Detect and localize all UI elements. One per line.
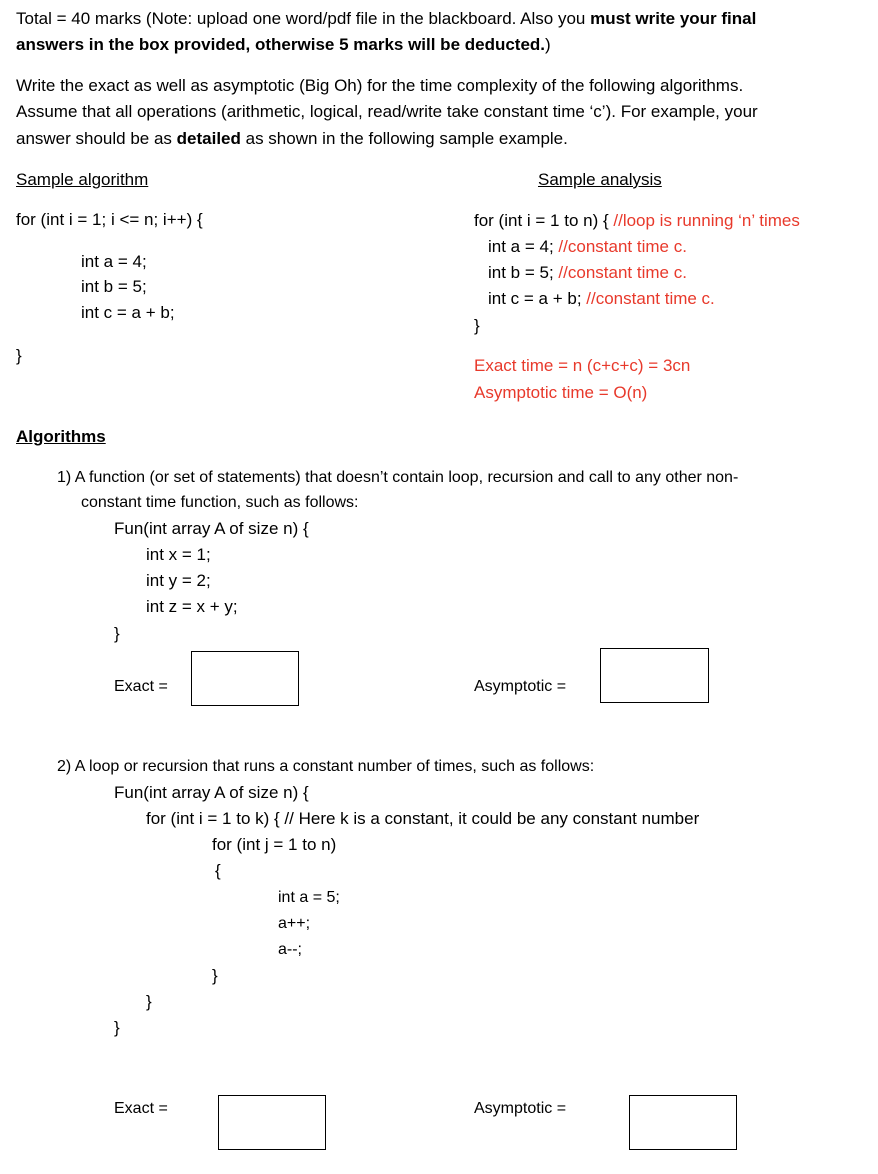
analysis-comment: //constant time c.	[558, 263, 687, 282]
analysis-line	[488, 286, 715, 312]
q1-code-line: int z = x + y;	[146, 597, 238, 616]
analysis-comment: //constant time c.	[586, 289, 715, 308]
analysis-code: int a = 4;	[488, 237, 559, 256]
q2-exact-answer-box[interactable]	[218, 1095, 326, 1150]
q1-exact-answer-box[interactable]	[191, 651, 299, 706]
analysis-code: int c = a + b;	[488, 289, 587, 308]
q2-code-line: a++;	[278, 915, 311, 932]
analysis-comment: //constant time c.	[558, 237, 687, 256]
q1-asymptotic-label: Asymptotic =	[474, 678, 567, 695]
analysis-line	[488, 234, 687, 260]
algorithms-heading: Algorithms	[16, 427, 106, 446]
sample-code-line: for (int i = 1; i <= n; i++) {	[16, 210, 203, 229]
analysis-comment: //loop is running ‘n’ times	[613, 211, 800, 230]
intro-text-end: as shown in the following sample example.	[240, 129, 568, 148]
q2-code-line: }	[212, 966, 218, 985]
analysis-line: }	[474, 316, 480, 335]
header-bold-text-2: answers in the box provided, otherwise 5 marks will be deducted.	[16, 35, 546, 54]
header-bold-text: must write your final	[590, 9, 757, 28]
q2-code-line: }	[114, 1018, 120, 1037]
q2-code-line: Fun(int array A of size n) {	[114, 783, 309, 802]
q2-code-line: {	[215, 861, 221, 880]
analysis-line	[488, 260, 687, 286]
q1-code-line: int x = 1;	[146, 545, 211, 564]
q2-asymptotic-label: Asymptotic =	[474, 1100, 567, 1117]
header-line-1	[16, 6, 756, 32]
sample-analysis-heading: Sample analysis	[538, 170, 662, 189]
q2-code-line: a--;	[278, 941, 302, 958]
q1-line-2: constant time function, such as follows:	[81, 494, 359, 511]
intro-line-2: Assume that all operations (arithmetic, logical, read/write take constant time ‘c’). For example, your	[16, 102, 758, 121]
sample-code-line: int c = a + b;	[81, 303, 175, 322]
q2-code-line: for (int j = 1 to n)	[212, 835, 337, 854]
analysis-exact-time: Exact time = n (c+c+c) = 3cn	[474, 356, 691, 375]
sample-code-line: }	[16, 346, 22, 365]
q1-exact-label: Exact =	[114, 678, 168, 695]
q1-asymptotic-answer-box[interactable]	[600, 648, 709, 703]
sample-code-line: int b = 5;	[81, 277, 147, 296]
q2-code-line: }	[146, 992, 152, 1011]
q2-line-1: 2) A loop or recursion that runs a constant number of times, such as follows:	[57, 758, 595, 775]
q2-asymptotic-answer-box[interactable]	[629, 1095, 737, 1150]
header-close-paren: )	[545, 35, 551, 54]
q1-code-line: Fun(int array A of size n) {	[114, 519, 309, 538]
sample-algorithm-heading: Sample algorithm	[16, 170, 149, 189]
intro-line-1: Write the exact as well as asymptotic (Big Oh) for the time complexity of the following algorithms.	[16, 76, 744, 95]
q2-exact-label: Exact =	[114, 1100, 168, 1117]
analysis-code: for (int i = 1 to n) {	[474, 211, 614, 230]
intro-text: answer should be as	[16, 129, 177, 148]
analysis-line	[474, 208, 800, 234]
intro-bold-word: detailed	[176, 129, 241, 148]
analysis-code: int b = 5;	[488, 263, 559, 282]
header-line-2	[16, 32, 551, 58]
q2-code-line: for (int i = 1 to k) { // Here k is a constant, it could be any constant number	[146, 809, 700, 828]
header-text: Total = 40 marks (Note: upload one word/pdf file in the blackboard. Also you	[16, 9, 591, 28]
q1-code-line: }	[114, 624, 120, 643]
sample-code-line: int a = 4;	[81, 252, 147, 271]
q1-code-line: int y = 2;	[146, 571, 211, 590]
analysis-asymptotic-time: Asymptotic time = O(n)	[474, 383, 648, 402]
intro-line-3	[16, 126, 568, 152]
q2-code-line: int a = 5;	[278, 889, 340, 906]
q1-line-1: 1) A function (or set of statements) that doesn’t contain loop, recursion and call to any other non-	[57, 469, 739, 486]
